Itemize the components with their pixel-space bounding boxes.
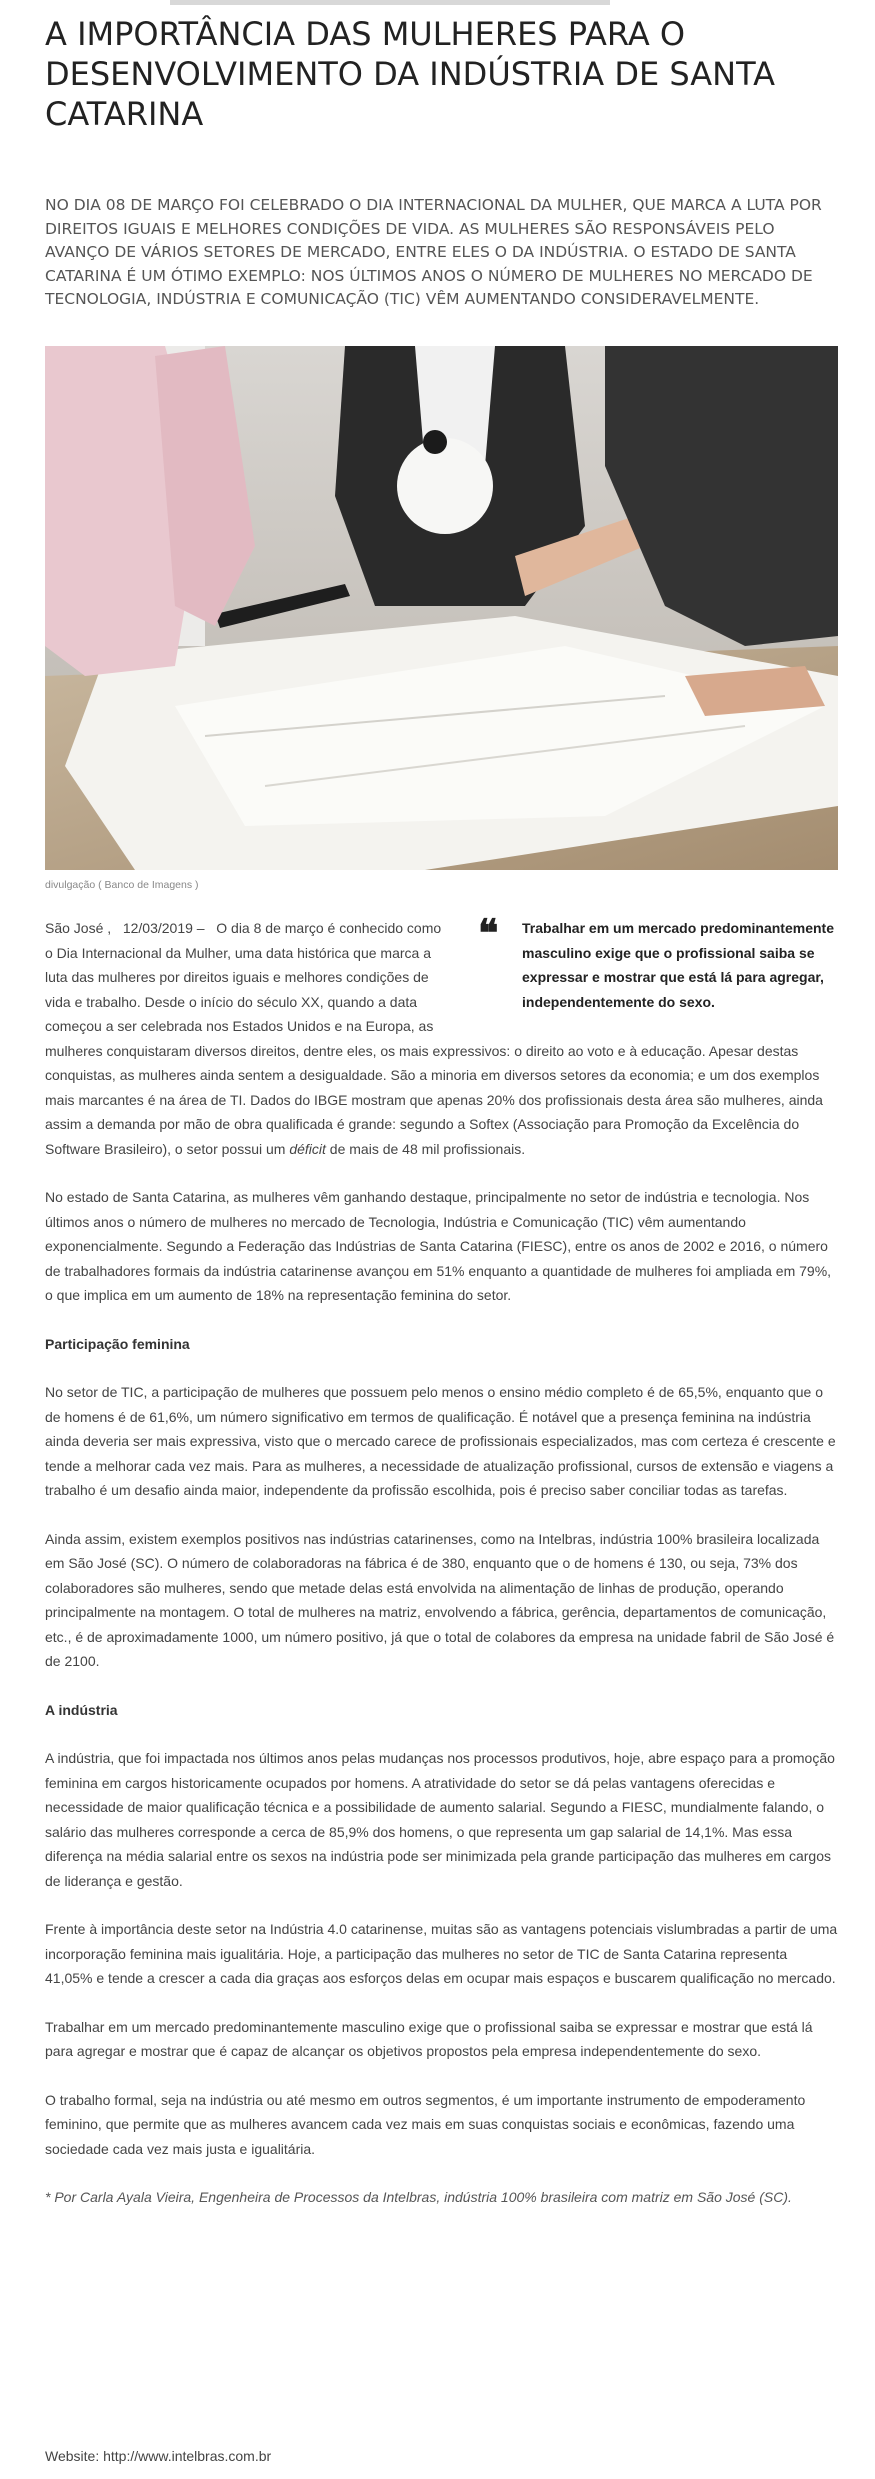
article-photo	[45, 346, 838, 870]
section-heading-industria: A indústria	[45, 1701, 118, 1718]
paragraph-4: Ainda assim, existem exemplos positivos nas indústrias catarinenses, como na Intelbras, indústria 100% brasileira localizada em São José (SC). O número de colaboradoras na fábrica é de 380, enquanto que o de homens é 130, ou seja, 73% dos colaboradores são mulheres, sendo que metade delas está envolvida na alimentação de linhas de produção, operando principalmente na montagem. O total de mulheres na matriz, envolvendo a fábrica, gerência, departamentos de comunicação, etc., é de aproximadamente 1000, um número positivo, já que o total de colabores da empresa na unidade fabril de São José é de 2100.	[45, 1530, 835, 1669]
website-line	[45, 2448, 271, 2464]
paragraph-1-text: O dia 8 de março é conhecido como o Dia Internacional da Mulher, uma data histórica que marca a luta das mulheres por direitos iguais e melhores condições de vida e trabalho. Desde o início do século XX, quando a data começou a ser celebrada nos Estados Unidos e na Europa, as mulheres conquistaram diversos direitos, dentre eles, os mais expressivos: o direito ao voto e à educação. Apesar destas conquistas, as mulheres ainda sentem a desigualdade. São a minoria em diversos setores da economia; e um dos exemplos mais marcantes é na área de TI. Dados do IBGE mostram que apenas 20% dos profissionais desta área são mulheres, ainda assim a demanda por mão de obra qualificada é grande: segundo a Softex (Associação para Promoção da Excelência do Software Brasileiro), o setor possui um	[45, 920, 823, 1157]
image-caption: divulgação ( Banco de Imagens )	[45, 879, 199, 891]
author-credit: * Por Carla Ayala Vieira, Engenheira de Processos da Intelbras, indústria 100% brasileira com matriz em São José (SC).	[45, 2189, 792, 2205]
pull-quote-text: Trabalhar em um mercado predominantemente masculino exige que o profissional saiba se expressar e mostrar que está lá para agregar, independentemente do sexo.	[522, 920, 834, 1010]
website-label: Website:	[45, 2448, 100, 2464]
website-link[interactable]: http://www.intelbras.com.br	[103, 2448, 272, 2464]
paragraph-5: A indústria, que foi impactada nos últimos anos pelas mudanças nos processos produtivos, hoje, abre espaço para a promoção feminina em cargos historicamente ocupados por homens. A atratividade do setor se dá pelas vantagens oferecidas e necessidade de maior qualificação técnica e a possibilidade de aumento salarial. Segundo a FIESC, mundialmente falando, o salário das mulheres corresponde a cerca de 85,9% dos homens, o que representa um gap salarial de 14,1%. Mas essa diferença na média salarial entre os sexos na indústria pode ser minimizada pela grande participação das mulheres em cargos de liderança e gestão.	[45, 1750, 835, 1889]
paragraph-2: No estado de Santa Catarina, as mulheres vêm ganhando destaque, principalmente no setor de indústria e tecnologia. Nos últimos anos o número de mulheres no mercado de Tecnologia, Indústria e Comunicação (TIC) vêm aumentando exponencialmente. Segundo a Federação das Indústrias de Santa Catarina (FIESC), entre os anos de 2002 e 2016, o número de trabalhadores formais da indústria catarinense avançou em 51% enquanto a quantidade de mulheres foi ampliada em 79%, o que implica em um aumento de 18% na representação feminina do setor.	[45, 1189, 832, 1303]
paragraph-7: Trabalhar em um mercado predominantemente masculino exige que o profissional saiba se expressar e mostrar que está lá para agregar e mostrar que é capaz de alcançar os objetivos propostos pela empresa independentemente do sexo.	[45, 2018, 813, 2059]
location: São José ,	[45, 920, 112, 936]
office-meeting-photo	[45, 346, 838, 870]
paragraph-8: O trabalho formal, seja na indústria ou até mesmo em outros segmentos, é um importante instrumento de empoderamento feminino, que permite que as mulheres avancem cada vez mais em suas conquistas sociais e econômicas, fazendo uma sociedade cada vez mais justa e igualitária.	[45, 2091, 806, 2157]
article-lead: NO DIA 08 DE MARÇO FOI CELEBRADO O DIA INTERNACIONAL DA MULHER, QUE MARCA A LUTA POR DIREITOS IGUAIS E MELHORES CONDIÇÕES DE VIDA. AS MULHERES SÃO RESPONSÁVEIS PELO AVANÇO DE VÁRIOS SETORES DE MERCADO, ENTRE ELES O DA INDÚSTRIA. O ESTADO DE SANTA CATARINA É UM ÓTIMO EXEMPLO: NOS ÚLTIMOS ANOS O NÚMERO DE MULHERES NO MERCADO DE TECNOLOGIA, INDÚSTRIA E COMUNICAÇÃO (TIC) VÊM AUMENTANDO CONSIDERAVELMENTE.	[45, 196, 822, 308]
pull-quote	[478, 910, 838, 1014]
paragraph-6: Frente à importância deste setor na Indústria 4.0 catarinense, muitas são as vantagens potenciais vislumbradas a partir de uma incorporação feminina mais igualitária. Hoje, a participação das mulheres no setor de TIC de Santa Catarina representa 41,05% e tende a crescer a cada dia graças aos esforços delas em ocupar mais espaços e buscarem qualificação no mercado.	[45, 1921, 838, 1986]
section-heading-participacao: Participação feminina	[45, 1335, 190, 1352]
article-title: A IMPORTÂNCIA DAS MULHERES PARA O DESENVOLVIMENTO DA INDÚSTRIA DE SANTA CATARINA	[45, 15, 776, 133]
deficit-term: déficit	[289, 1140, 326, 1157]
article-body	[45, 910, 838, 2234]
publish-date: 12/03/2019 –	[122, 920, 205, 936]
top-divider	[170, 0, 610, 5]
paragraph-3: No setor de TIC, a participação de mulheres que possuem pelo menos o ensino médio completo é de 65,5%, enquanto que o de homens é de 61,6%, um número significativo em termos de qualificação. É notável que a presença feminina na indústria ainda deveria ser mais expressiva, visto que o mercado carece de profissionais especializados, mas com certeza é crescente e tende a melhorar cada vez mais. Para as mulheres, a necessidade de atualização profissional, cursos de extensão e viagens a trabalho é um desafio ainda maior, independente da profissão escolhida, pois é preciso saber conciliar todas as tarefas.	[45, 1384, 836, 1498]
quote-icon: ❝	[478, 910, 499, 955]
paragraph-1-end: de mais de 48 mil profissionais.	[329, 1140, 526, 1157]
